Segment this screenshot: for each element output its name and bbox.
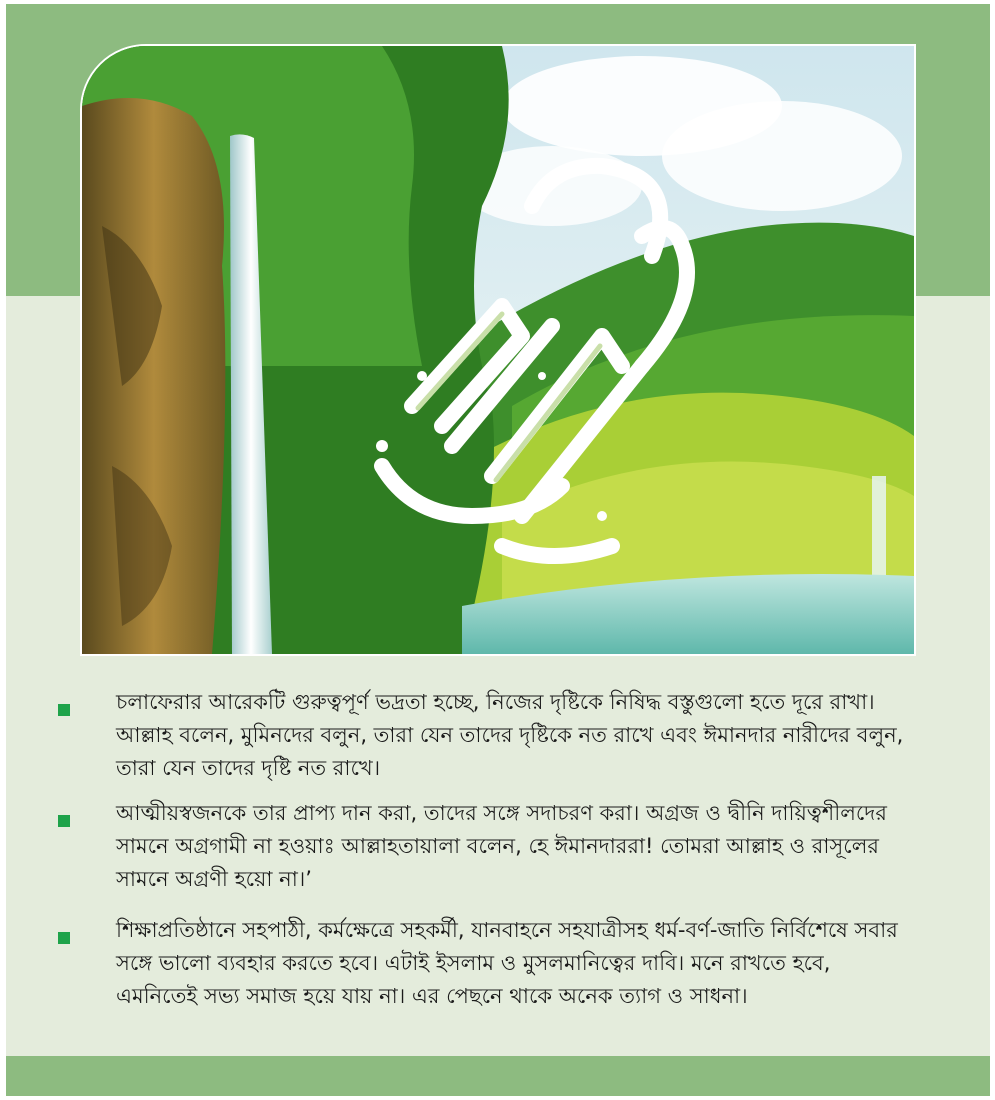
calligraphy-illustration-icon (82, 46, 914, 654)
list-item (50, 686, 910, 785)
nature-photo (80, 44, 916, 656)
bullet-square-icon (58, 932, 70, 944)
list-item (50, 914, 910, 1013)
item-text: আত্মীয়স্বজনকে তার প্রাপ্য দান করা, তাদের সঙ্গে সদাচরণ করা। অগ্রজ ও দ্বীনি দায়িত্বশীলদের সামনে অগ্রগামী না হওয়াঃ আল্লাহতায়ালা বলেন, হে ঈমানদাররা! তোমরা আল্লাহ ও রাসূলের সামনে অগ্রণী হয়ো না।’ (116, 801, 887, 891)
list-item (50, 797, 910, 896)
bullet-square-icon (58, 815, 70, 827)
item-text: চলাফেরার আরেকটি গুরুত্বপূর্ণ ভদ্রতা হচ্ছে, নিজের দৃষ্টিকে নিষিদ্ধ বস্তুগুলো হতে দূরে রাখা। আল্লাহ বলেন, মুমিনদের বলুন, তারা যেন তাদের দৃষ্টিকে নত রাখে এবং ঈমানদার নারীদের বলুন, তারা যেন তাদের দৃষ্টি নত রাখে। (116, 690, 904, 780)
bullet-square-icon (58, 704, 70, 716)
bottom-band (6, 1056, 990, 1096)
item-text: শিক্ষাপ্রতিষ্ঠানে সহপাঠী, কর্মক্ষেত্রে সহকর্মী, যানবাহনে সহযাত্রীসহ ধর্ম-বর্ণ-জাতি নির্বিশেষে সবার সঙ্গে ভালো ব্যবহার করতে হবে। এটাই ইসলাম ও মুসলমানিত্বের দাবি। মনে রাখতে হবে, এমনিতেই সভ্য সমাজ হয়ে যায় না। এর পেছনে থাকে অনেক ত্যাগ ও সাধনা। (116, 918, 898, 1008)
bullet-list (50, 686, 910, 1013)
